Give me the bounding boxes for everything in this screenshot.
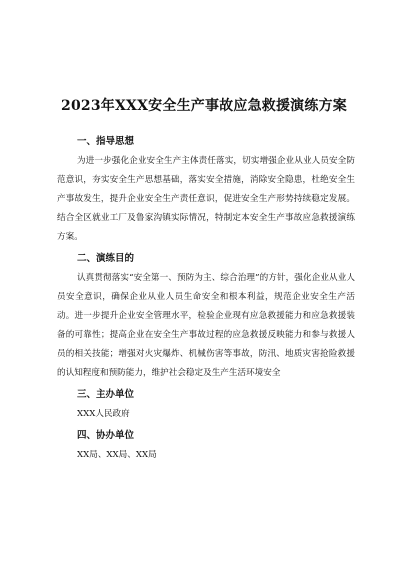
- section-paragraph-drill-purpose: 认真贯彻落实“安全第一、预防为主、综合治理”的方针，强化企业从业人员安全意识，确保企业从业人员生命安全和根本利益，规范企业安全生产活动。进一步提升企业安全管理水平，检验企业现有应急救援能力和应急救援装备的可靠性；提高企业在安全生产事故过程的应急救援反映能力和参与救援人员的相关技能；增强对火灾爆炸、机械伤害等事故，防汛、地质灾害抢险救援的认知程度和预防能力，维护社会稳定及生产生活环境安全: [57, 273, 355, 378]
- section-heading-guiding-ideology: 一、指导思想: [77, 136, 135, 147]
- document-body: [57, 130, 355, 465]
- co-organizer-names: XX局、XX局、XX局: [77, 450, 157, 460]
- section-heading-drill-purpose: 二、演练目的: [77, 253, 135, 264]
- section-heading-co-organizers: 四、协办单位: [77, 430, 135, 441]
- section-heading-organizer: 三、主办单位: [77, 389, 135, 400]
- section-paragraph-guiding-ideology: 为进一步强化企业安全生产主体责任落实，切实增强企业从业人员安全防范意识，夯实安全生产思想基础，落实安全措施，消除安全隐患，杜绝安全生产事故发生，提升企业安全生产责任意识，促进安全生产形势持续稳定发展。结合全区就业工厂及鲁家沟镇实际情况，特制定本安全生产事故应急救援演练方案。: [57, 156, 355, 242]
- document-title: 2023年XXX安全生产事故应急救援演练方案: [61, 98, 347, 114]
- organizer-name: XXX人民政府: [77, 409, 130, 419]
